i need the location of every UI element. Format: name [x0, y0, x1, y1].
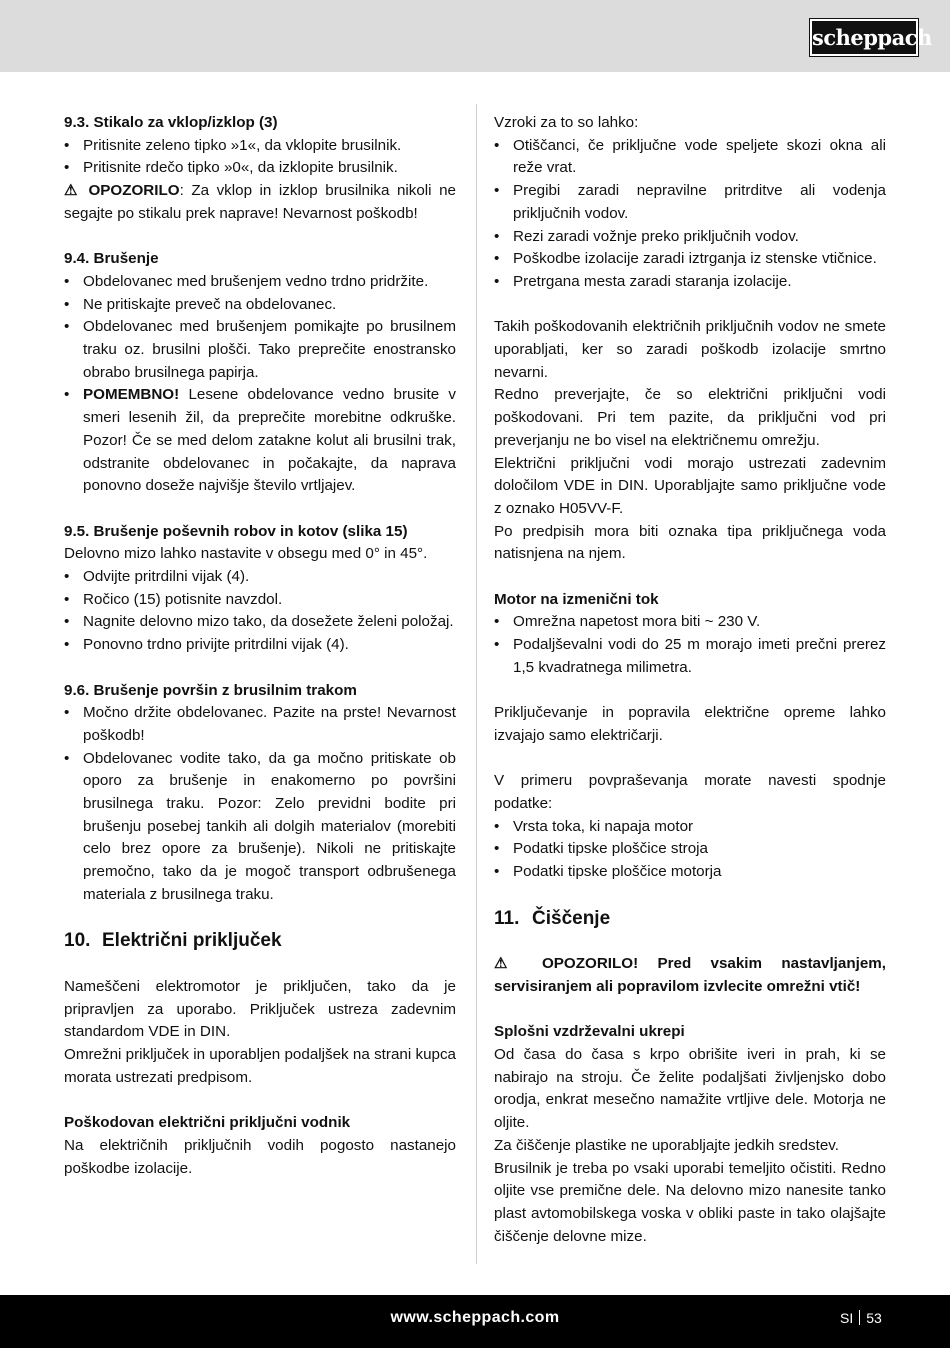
section-9-4-list [64, 271, 456, 498]
maintenance-title: Splošni vzdrževalni ukrepi [494, 1023, 685, 1041]
language-code: SI [840, 1310, 854, 1326]
important-text: Lesene obdelovance vedno brusite v smeri lesenih žil, da preprečite morebitne odkruške. Pozor! Če se med delom zatakne kolut ali brusilni trak, odstranite obdelovanec in počakajte, da naprava ponovno doseže najvišje število vrtljajev. [83, 386, 456, 495]
maintenance-paragraph-2: Za čiščenje plastike ne uporabljajte jedkih sredstev. [494, 1136, 839, 1154]
list-item: • Poškodbe izolacije zaradi iztrganja iz stenske vtičnice. [494, 248, 886, 271]
right-column [494, 112, 886, 1248]
causes-list [494, 135, 886, 294]
cable-paragraph-2: Redno preverjajte, če so električni priključni vodi poškodovani. Pri tem pazite, da priključni vod pri preverjanju ne bo visel na električnemu omrežju. [494, 386, 886, 449]
causes-intro: Vzroki za to so lahko: [494, 114, 639, 131]
maintenance-paragraph-1: Od časa do časa s krpo obrišite iveri in prah, ki se nabirajo na stroju. Če želite podaljšati življenjsko dobo orodja, enkrat mesečno namažite vrtljive dele. Motorja ne oljite. [494, 1046, 886, 1132]
section-11-title: Čiščenje [532, 907, 611, 929]
page-info [840, 1310, 882, 1326]
list-item: • Pregibi zaradi nepravilne pritrditve ali vodenja priključnih vodov. [494, 180, 886, 225]
list-item: • Pritisnite zeleno tipko »1«, da vklopite brusilnik. [64, 135, 456, 158]
list-item: • Pretrgana mesta zaradi staranja izolacije. [494, 271, 886, 294]
cable-paragraph-3: Električni priključni vodi morajo ustrezati zadevnim določilom VDE in DIN. Uporabljajte samo priključne vode z oznako H05VV-F. [494, 454, 886, 517]
list-item: • Nagnite delovno mizo tako, da dosežete želeni položaj. [64, 611, 456, 634]
section-9-5-title: 9.5. Brušenje poševnih robov in kotov (slika 15) [64, 522, 408, 540]
list-item: • Vrsta toka, ki napaja motor [494, 816, 886, 839]
list-item: • Rezi zaradi vožnje preko priključnih vodov. [494, 226, 886, 249]
list-item: • Ročico (15) potisnite navzdol. [64, 589, 456, 612]
warning-text: : Za vklop in izklop brusilnika nikoli ne segajte po stikalu prek naprave! Nevarnost poškodb! [64, 182, 456, 222]
section-10-title: Električni priključek [102, 930, 282, 952]
important-label: POMEMBNO! [83, 386, 180, 404]
section-9-5-intro: Delovno mizo lahko nastavite v obsegu med 0° in 45°. [64, 545, 428, 563]
list-item: • Podaljševalni vodi do 25 m morajo imeti prečni prerez 1,5 kvadratnega milimetra. [494, 634, 886, 679]
damaged-cable-paragraph: Na električnih priključnih vodih pogosto nastanejo poškodbe izolacije. [64, 1136, 456, 1177]
list-item: • Ne pritiskajte preveč na obdelovanec. [64, 294, 456, 317]
list-item: • Močno držite obdelovanec. Pazite na prste! Nevarnost poškodb! [64, 702, 456, 747]
list-item: • Obdelovanec vodite tako, da ga močno pritiskate ob oporo za brušenje in enakomerno po površini brusilnega traku. Pozor: Zelo previdni bodite pri brušenju posebej tankih ali dolgih materialov (morebiti celo brez opore za brušenje). Nikoli ne pritiskajte premočno, tako da je mogoč transport odbrušenega materiala z brusilnega traku. [64, 748, 456, 907]
section-10-number: 10. [64, 930, 91, 952]
warning-label: ⚠ OPOZORILO [64, 182, 180, 200]
damaged-cable-title: Poškodovan električni priključni vodnik [64, 1114, 351, 1132]
list-item: • Podatki tipske ploščice stroja [494, 838, 886, 861]
cable-paragraph-1: Takih poškodovanih električnih priključnih vodov ne smete uporabljati, ker so zaradi poškodb izolacije smrtno nevarni. [494, 318, 886, 381]
section-11-warning: ⚠ OPOZORILO! Pred vsakim nastavljanjem, servisiranjem ali popravilom izvlecite omrežni vtič! [494, 955, 886, 995]
cable-paragraph-4: Po predpisih mora biti oznaka tipa priključnega voda natisnjena na njem. [494, 522, 886, 563]
list-item: • Ponovno trdno privijte pritrdilni vijak (4). [64, 634, 456, 657]
list-item: • Otiščanci, če priključne vode speljete skozi okna ali reže vrat. [494, 135, 886, 180]
inquiry-list [494, 816, 886, 884]
section-9-5-list [64, 566, 456, 657]
website-link[interactable]: www.scheppach.com [390, 1309, 560, 1326]
list-item: • Obdelovanec med brušenjem pomikajte po brusilnem traku oz. brusilni plošči. Tako preprečite enostransko obrabo brusilnega papirja. [64, 316, 456, 384]
page-separator [859, 1310, 860, 1325]
list-item: • Omrežna napetost mora biti ~ 230 V. [494, 611, 886, 634]
section-10-paragraph-1: Nameščeni elektromotor je priključen, tako da je pripravljen za uporabo. Priključek ustreza zadevnim standardom VDE in DIN. [64, 977, 456, 1041]
electrician-paragraph: Priključevanje in popravila električne opreme lahko izvajajo samo električarji. [494, 704, 886, 744]
section-9-3-warning [64, 180, 456, 225]
column-divider [476, 104, 477, 1264]
section-10-heading [64, 929, 456, 953]
list-item: • Podatki tipske ploščice motorja [494, 861, 886, 884]
list-item: • Odvijte pritrdilni vijak (4). [64, 566, 456, 589]
list-item-important [64, 384, 456, 498]
left-column [64, 112, 456, 1180]
section-9-6-list [64, 702, 456, 906]
ac-motor-list [494, 611, 886, 679]
section-9-3-list [64, 135, 456, 180]
page-number: 53 [866, 1310, 882, 1326]
section-9-6-title: 9.6. Brušenje površin z brusilnim trakom [64, 681, 357, 699]
ac-motor-title: Motor na izmenični tok [494, 590, 659, 608]
section-9-3-title: 9.3. Stikalo za vklop/izklop (3) [64, 114, 278, 131]
page-header [0, 0, 950, 72]
brand-logo: scheppach [810, 19, 918, 56]
list-item: • Pritisnite rdečo tipko »0«, da izklopite brusilnik. [64, 157, 456, 180]
section-10-paragraph-2: Omrežni priključek in uporabljen podaljšek na strani kupca morata ustrezati predpisom. [64, 1046, 456, 1086]
section-9-4-title: 9.4. Brušenje [64, 250, 159, 268]
list-item: • Obdelovanec med brušenjem vedno trdno pridržite. [64, 271, 456, 294]
page-footer [0, 1295, 950, 1348]
section-11-heading [494, 907, 886, 931]
section-11-number: 11. [494, 907, 520, 929]
inquiry-paragraph: V primeru povpraševanja morate navesti spodnje podatke: [494, 772, 886, 813]
maintenance-paragraph-3: Brusilnik je treba po vsaki uporabi temeljito očistiti. Redno oljite vse premične dele. Na delovno mizo nanesite tanko plast avtomobilskega voska v obliki paste in tako olajšajte čiščenje delovne mize. [494, 1159, 886, 1245]
